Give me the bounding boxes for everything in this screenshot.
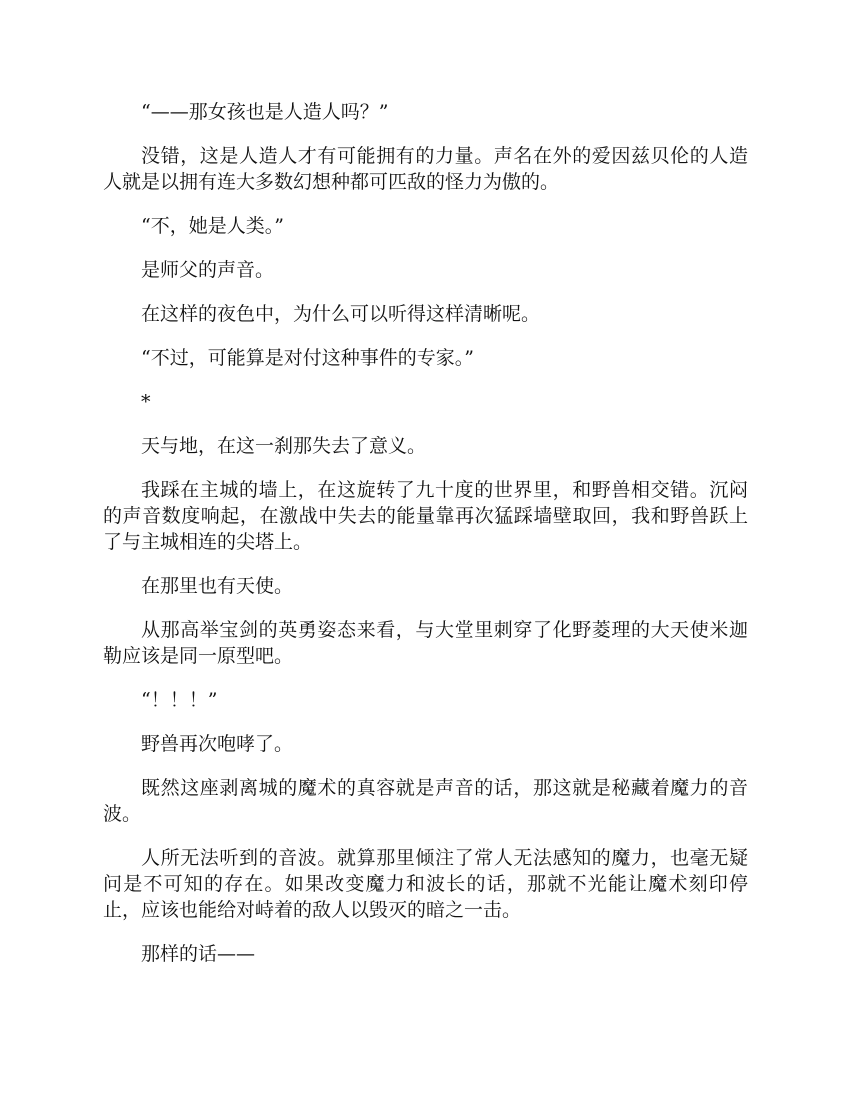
- paragraph: 没错，这是人造人才有可能拥有的力量。声名在外的爱因兹贝伦的人造人就是以拥有连大多数幻想种都可匹敌的怪力为傲的。: [103, 145, 748, 193]
- paragraph: “不过，可能算是对付这种事件的专家。”: [141, 347, 474, 369]
- paragraph: 我踩在主城的墙上，在这旋转了九十度的世界里，和野兽相交错。沉闷的声音数度响起，在激战中失去的能量靠再次猛踩墙壁取回，我和野兽跃上了与主城相连的尖塔上。: [103, 479, 748, 553]
- paragraph: 人所无法听到的音波。就算那里倾注了常人无法感知的魔力，也毫无疑问是不可知的存在。如果改变魔力和波长的话，那就不光能让魔术刻印停止，应该也能给对峙着的敌人以毁灭的暗之一击。: [103, 847, 748, 921]
- paragraph: 天与地，在这一刹那失去了意义。: [141, 435, 427, 457]
- paragraph: 那样的话——: [141, 943, 256, 965]
- paragraph: “——那女孩也是人造人吗？”: [141, 101, 389, 123]
- paragraph: 从那高举宝剑的英勇姿态来看，与大堂里刺穿了化野菱理的大天使米迦勒应该是同一原型吧。: [103, 619, 748, 667]
- paragraph: 在那里也有天使。: [141, 575, 294, 597]
- document-page: [103, 99, 748, 985]
- scene-break: *: [141, 391, 151, 413]
- paragraph: 既然这座剥离城的魔术的真容就是声音的话，那这就是秘藏着魔力的音波。: [103, 777, 748, 825]
- paragraph: “！！！”: [141, 689, 218, 711]
- paragraph: “不，她是人类。”: [141, 215, 284, 237]
- paragraph: 野兽再次咆哮了。: [141, 733, 294, 755]
- paragraph: 是师父的声音。: [141, 259, 275, 281]
- paragraph: 在这样的夜色中，为什么可以听得这样清晰呢。: [141, 303, 541, 325]
